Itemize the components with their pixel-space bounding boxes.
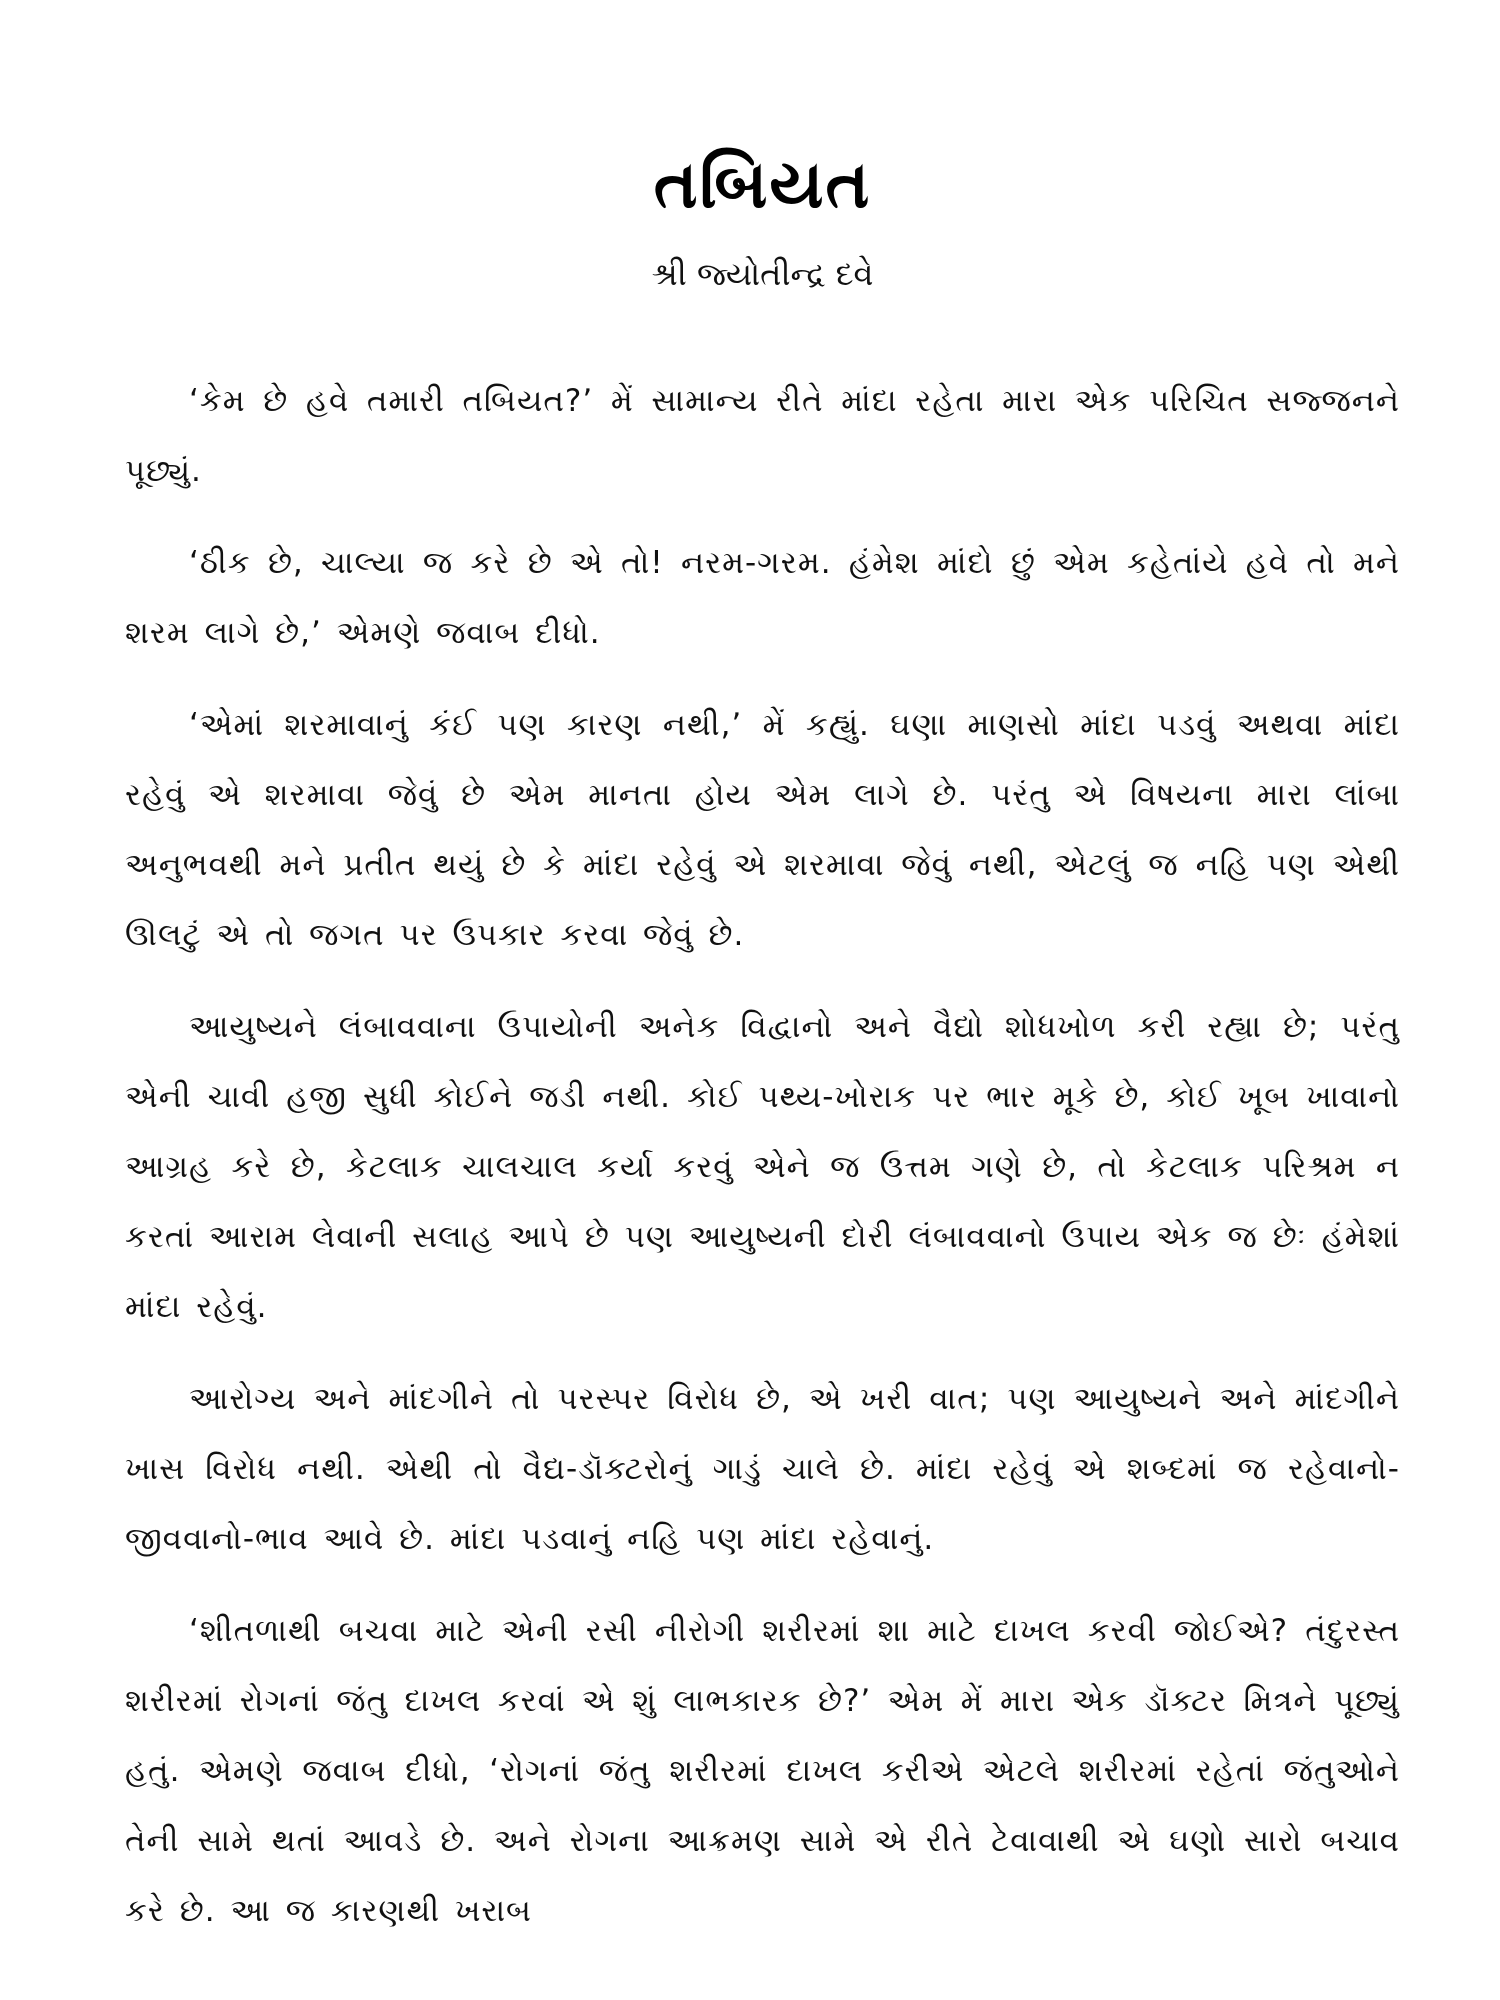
paragraph-3: ‘એમાં શરમાવાનું કંઈ પણ કારણ નથી,’ મેં કહ્યું. ઘણા માણસો માંદા પડવું અથવા માંદા રહેવું એ શરમાવા જેવું છે એમ માનતા હોય એમ લાગે છે. પરંતુ એ વિષયના મારા લાંબા અનુભવથી મને પ્રતીત થયું છે કે માંદા રહેવું એ શરમાવા જેવું નથી, એટલું જ નહિ પણ એથી ઊલટું એ તો જગત પર ઉપકાર કરવા જેવું છે. xyxy=(125,707,1400,953)
paragraph-4: આયુષ્યને લંબાવવાના ઉપાયોની અનેક વિદ્વાનો અને વૈદ્યો શોધખોળ કરી રહ્યા છે; પરંતુ એની ચાવી હજી સુધી કોઈને જડી નથી. કોઈ પથ્ય-ખોરાક પર ભાર મૂકે છે, કોઈ ખૂબ ખાવાનો આગ્રહ કરે છે, કેટલાક ચાલચાલ કર્યા કરવું એને જ ઉત્તમ ગણે છે, તો કેટલાક પરિશ્રમ ન કરતાં આરામ લેવાની સલાહ આપે છે પણ આયુષ્યની દોરી લંબાવવાનો ઉપાય એક જ છેઃ હંમેશાં માંદા રહેવું. xyxy=(125,1009,1400,1325)
page-title: તબિયત xyxy=(653,146,872,223)
paragraph-2: ‘ઠીક છે, ચાલ્યા જ કરે છે એ તો! નરમ-ગરમ. હંમેશ માંદો છું એમ કહેતાંયે હવે તો મને શરમ લાગે છે,’ એમણે જવાબ દીધો. xyxy=(125,545,1400,651)
article-body xyxy=(125,366,1400,1946)
paragraph-6: ‘શીતળાથી બચવા માટે એની રસી નીરોગી શરીરમાં શા માટે દાખલ કરવી જોઈએ? તંદુરસ્ત શરીરમાં રોગનાં જંતુ દાખલ કરવાં એ શું લાભકારક છે?’ એમ મેં મારા એક ડૉક્ટર મિત્રને પૂછ્યું હતું. એમણે જવાબ દીધો, ‘રોગનાં જંતુ શરીરમાં દાખલ કરીએ એટલે શરીરમાં રહેતાં જંતુઓને તેની સામે થતાં આવડે છે. અને રોગના આક્રમણ સામે એ રીતે ટેવાવાથી એ ઘણો સારો બચાવ કરે છે. આ જ કારણથી ખરાબ xyxy=(125,1613,1400,1929)
author-name: શ્રી જ્યોતીન્દ્ર દવે xyxy=(651,255,874,293)
paragraph-1: ‘કેમ છે હવે તમારી તબિયત?’ મેં સામાન્ય રીતે માંદા રહેતા મારા એક પરિચિત સજ્જનને પૂછ્યું. xyxy=(125,383,1400,489)
paragraph-5: આરોગ્ય અને માંદગીને તો પરસ્પર વિરોધ છે, એ ખરી વાત; પણ આયુષ્યને અને માંદગીને ખાસ વિરોધ નથી. એથી તો વૈદ્ય-ડૉક્ટરોનું ગાડું ચાલે છે. માંદા રહેવું એ શબ્દમાં જ રહેવાનો-જીવવાનો-ભાવ આવે છે. માંદા પડવાનું નહિ પણ માંદા રહેવાનું. xyxy=(125,1381,1400,1557)
